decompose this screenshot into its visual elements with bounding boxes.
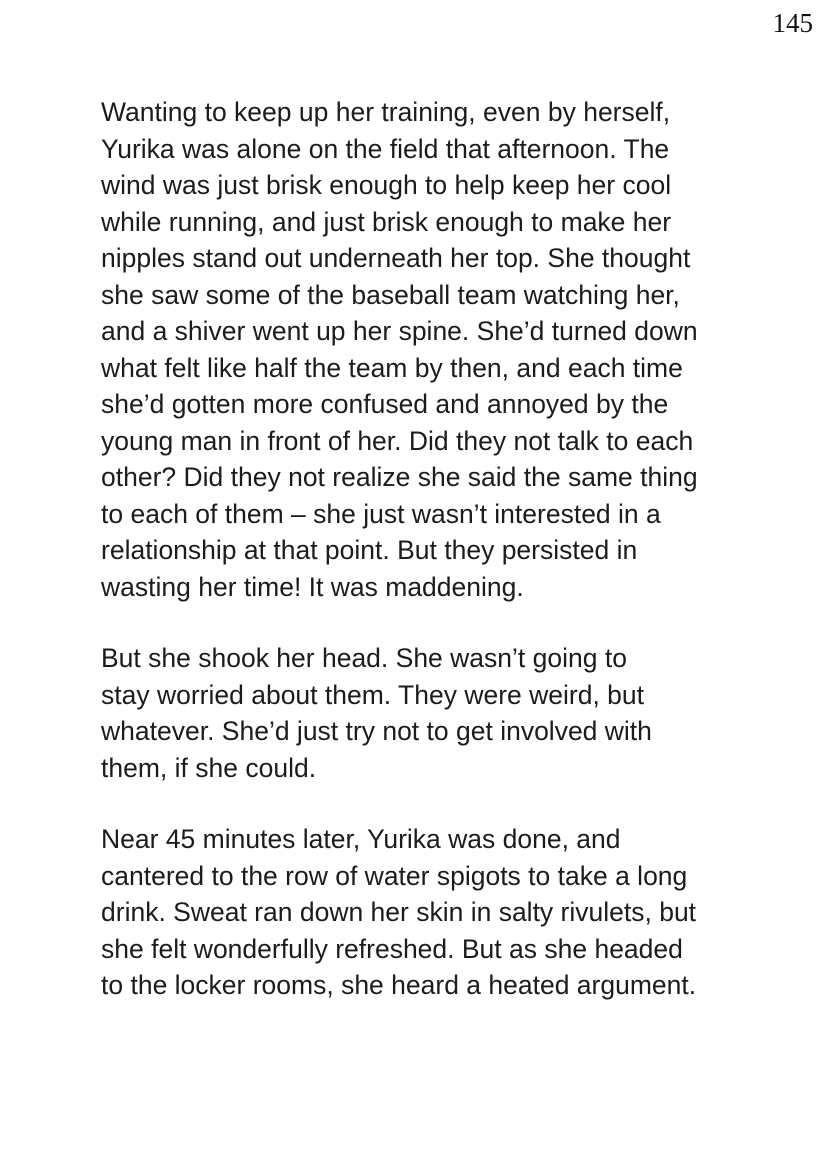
text-line: young man in front of her. Did they not talk to each [101,425,694,456]
text-line: other? Did they not realize she said the same thing [101,462,698,492]
text-line: whatever. She’d just try not to get involved with [101,716,652,746]
text-line: she’d gotten more confused and annoyed by the [101,389,669,419]
text-line: she saw some of the baseball team watching her, [101,279,680,310]
text-line: to each of them – she just wasn’t interested in a [101,498,661,529]
text-line: and a shiver went up her spine. She’d turned down [101,316,698,346]
text-line: she felt wonderfully refreshed. But as she headed [101,933,683,964]
text-line: what felt like half the team by then, and each time [101,352,683,383]
text-line: stay worried about them. They were weird, but [101,679,645,710]
text-line: But she shook her head. She wasn’t going to [101,643,627,673]
text-line: Yurika was alone on the field that afternoon. The [101,133,670,164]
text-line: while running, and just brisk enough to make her [101,206,672,237]
paragraph-3 [101,821,801,1004]
text-line: Wanting to keep up her training, even by herself, [101,97,671,127]
paragraph-2 [101,640,801,786]
text-line: wasting her time! It was maddening. [101,571,524,602]
paragraph-1 [101,94,801,605]
text-line: relationship at that point. But they persisted in [101,535,638,565]
text-line: Near 45 minutes later, Yurika was done, and [101,824,621,854]
page-number: 145 [772,8,813,38]
text-line: them, if she could. [101,752,317,783]
text-line: nipples stand out underneath her top. She thought [101,243,691,273]
text-line: drink. Sweat ran down her skin in salty rivulets, but [101,897,697,927]
text-line: cantered to the row of water spigots to take a long [101,860,688,891]
text-line: wind was just brisk enough to help keep her cool [101,170,672,200]
page-body [101,94,801,1039]
text-line: to the locker rooms, she heard a heated argument. [101,970,697,1000]
